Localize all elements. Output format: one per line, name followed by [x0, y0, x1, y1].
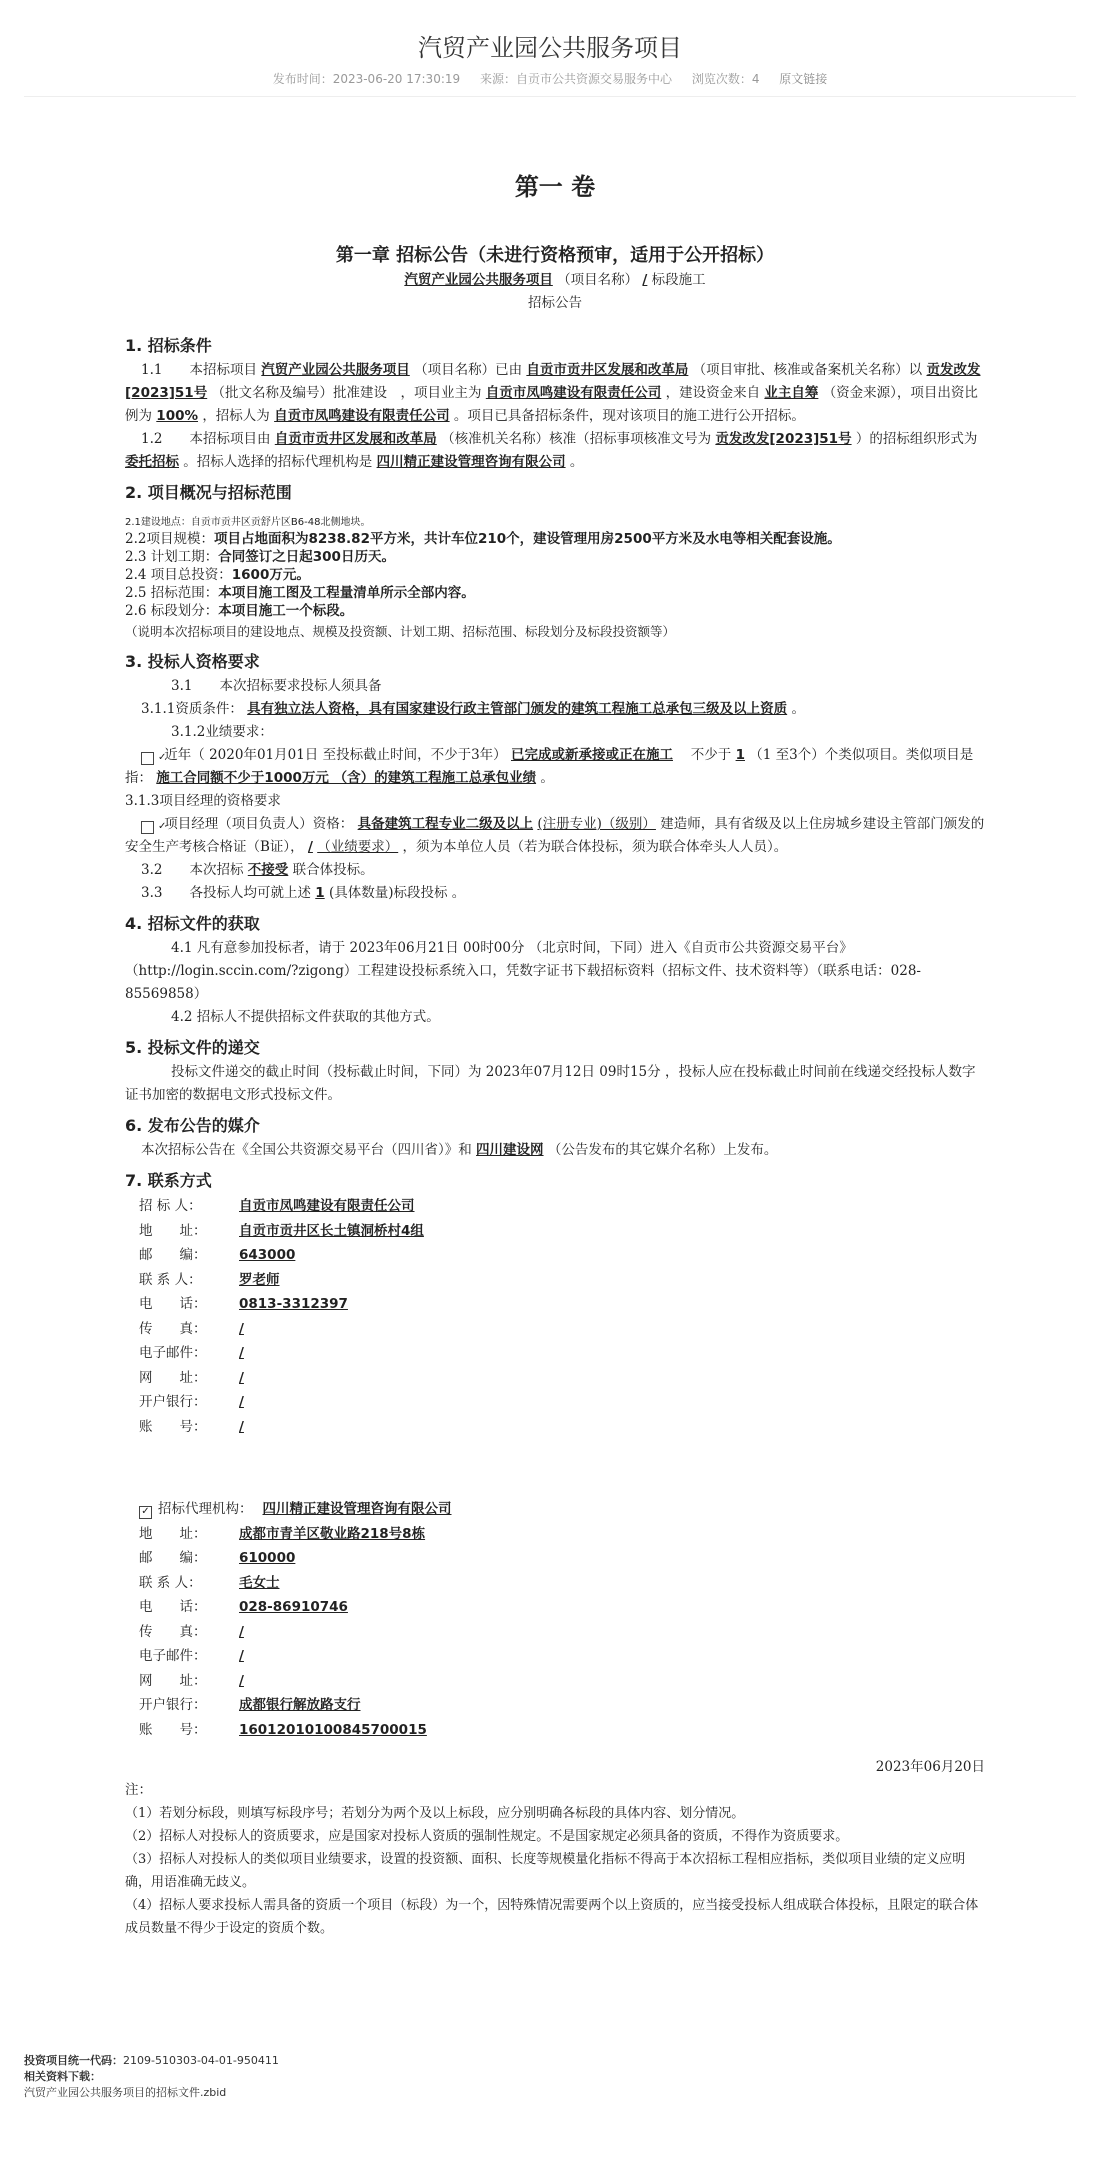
contact-value: / [239, 1345, 244, 1361]
contact-label: 开户银行： [139, 1394, 207, 1410]
section-3-1: 3.1 本次招标要求投标人须具备 [171, 678, 382, 694]
tenderer: 自贡市凤鸣建设有限责任公司 [274, 408, 450, 424]
notes [125, 1802, 985, 1940]
document-body [125, 160, 985, 1940]
section-3-1-2: 3.1.2业绩要求： [171, 724, 273, 740]
section-3-1-1 [125, 698, 985, 721]
text: 。 [540, 770, 554, 786]
text: 。项目已具备招标条件，现对该项目的施工进行公开招标。 [453, 408, 805, 424]
value: 2109-510303-04-01-950411 [123, 2054, 279, 2067]
value: 本项目施工一个标段。 [218, 603, 354, 619]
label: 2.4 项目总投资： [125, 567, 232, 583]
label: 投资项目统一代码： [24, 2054, 123, 2067]
approval-number: 贡发改发[2023]51号 [125, 362, 981, 401]
text: 建造师，具有省级及以上住房城乡建设主管部门颁发的安全生产考核合格证（B证）， [125, 816, 985, 855]
qualification: 具备建筑工程专业二级及以上 [357, 816, 534, 832]
text: 1.2 本招标项目由 [141, 431, 271, 447]
approval-number: 贡发改发[2023]51号 [715, 431, 852, 447]
contact-row [139, 1415, 985, 1440]
publish-time: 发布时间：2023-06-20 17:30:19 [272, 72, 461, 86]
contact-row [139, 1268, 985, 1293]
meta-row [0, 70, 1100, 87]
text: 联合体投标。 [292, 862, 374, 878]
section-2-note: （说明本次招标项目的建设地点、规模及投资额、计划工期、招标范围、标段划分及标段投资额等） [125, 624, 676, 639]
notes-title: 注： [125, 1782, 152, 1798]
text: 1.1 本招标项目 [141, 362, 257, 378]
contact-label: 账 号： [139, 1721, 207, 1738]
contact-label: 开户银行： [139, 1697, 207, 1713]
checkbox-icon: ✓ [139, 1506, 152, 1519]
label: 3.1.1资质条件： [141, 701, 243, 717]
date: 2023年06月20日 [875, 1759, 985, 1775]
contact-row [139, 1390, 985, 1415]
text: 3.3 各投标人均可就上述 [141, 885, 311, 901]
text: （资金来源），项目出资比例为 [125, 385, 978, 424]
text: （批文名称及编号）批准建设 ，项目业主为 [211, 385, 482, 401]
text: (具体数量)标段投标 。 [328, 885, 466, 901]
contact-label: 传 真： [139, 1623, 207, 1640]
project-code [24, 2053, 279, 2069]
similar-project: 施工合同额不少于1000万元 （含）的建筑工程施工总承包业绩 [156, 770, 537, 786]
contact-label: 地 址： [139, 1222, 207, 1239]
contact-label: 网 址： [139, 1672, 207, 1689]
contact-label: 招标代理机构： [158, 1501, 253, 1517]
qualification: 具有独立法人资格，具有国家建设行政主管部门颁发的建筑工程施工总承包三级及以上资质 [247, 701, 788, 717]
contact-row [139, 1693, 985, 1718]
label: 2.5 招标范围： [125, 585, 219, 601]
agent-contact [125, 1497, 985, 1742]
contact-label: 电 话： [139, 1296, 207, 1312]
project-name-label: （项目名称） [557, 272, 639, 288]
contact-value: 成都银行解放路支行 [239, 1697, 361, 1713]
contact-row [139, 1497, 985, 1522]
contact-label: 电子邮件： [139, 1648, 207, 1664]
notice-title: 招标公告 [528, 295, 582, 311]
contact-row [139, 1595, 985, 1620]
text: （项目名称）已由 [414, 362, 523, 378]
contact-label: 网 址： [139, 1369, 207, 1386]
contact-value: / [239, 1369, 244, 1386]
page-title: 汽贸产业园公共服务项目 [418, 34, 682, 62]
text: 。招标人选择的招标代理机构是 [183, 454, 373, 470]
contact-value: 643000 [239, 1247, 296, 1263]
contact-label: 传 真： [139, 1320, 207, 1337]
value: 项目占地面积为8238.82平方米，共计车位210个，建设管理用房2500平方米及水电等相关配套设施。 [213, 531, 841, 547]
related-files [24, 2069, 279, 2085]
view-count: 浏览次数：4 [691, 72, 760, 86]
contact-value: 610000 [239, 1550, 296, 1566]
text: 。 [569, 454, 584, 470]
label: 2.3 计划工期： [125, 549, 219, 565]
section-label: 标段施工 [651, 272, 706, 288]
authority: 自贡市贡井区发展和改革局 [274, 431, 437, 447]
contact-value: 0813-3312397 [239, 1296, 348, 1312]
contact-value: / [239, 1418, 244, 1435]
contact-value: / [239, 1394, 244, 1410]
chapter-title: 第一章 招标公告（未进行资格预审，适用于公开招标） [335, 245, 775, 266]
contact-row [139, 1522, 985, 1547]
section-2-title: 2. 项目概况与招标范围 [125, 483, 292, 502]
investment [125, 566, 985, 584]
text: ，建设资金来自 [665, 385, 761, 401]
contact-row [139, 1219, 985, 1244]
section-3-3 [125, 882, 985, 905]
contact-label: 电 话： [139, 1599, 207, 1615]
text: （项目审批、核准或备案机关名称）以 [692, 362, 923, 378]
contact-value: 四川精正建设管理咨询有限公司 [262, 1501, 452, 1517]
divider [24, 96, 1076, 97]
contact-row [139, 1292, 985, 1317]
section-6-text [125, 1139, 985, 1162]
contact-label: 联 系 人： [139, 1574, 202, 1591]
text: 不少于 [677, 747, 732, 763]
label: 2.2项目规模： [125, 531, 214, 547]
fund-ratio: 100% [156, 408, 199, 424]
project-name: 汽贸产业园公共服务项目 [261, 362, 410, 378]
text: （公告发布的其它媒介名称）上发布。 [547, 1142, 778, 1158]
contact-row [139, 1243, 985, 1268]
text: (注册专业)（级别） [537, 816, 656, 832]
section-3-title: 3. 投标人资格要求 [125, 652, 260, 671]
project-name: 汽贸产业园公共服务项目 [404, 272, 553, 288]
section-4-2: 4.2 招标人不提供招标文件获取的其他方式。 [171, 1009, 440, 1025]
contact-row [139, 1669, 985, 1694]
text: 3.2 本次招标 [141, 862, 244, 878]
tender-form: 委托招标 [125, 454, 179, 470]
checkbox-icon: ✓ [141, 821, 154, 834]
contact-row [139, 1194, 985, 1219]
contact-row [139, 1644, 985, 1669]
section-3-2 [125, 859, 985, 882]
label: 2.6 标段划分： [125, 603, 219, 619]
project-line [125, 269, 985, 292]
text: 本次招标公告在《全国公共资源交易平台（四川省）》和 [141, 1142, 472, 1158]
contact-row [139, 1571, 985, 1596]
contact-value: / [239, 1648, 244, 1664]
value: 本项目施工图及工程量清单所示全部内容。 [218, 585, 475, 601]
section-6-title: 6. 发布公告的媒介 [125, 1116, 260, 1135]
section-slash: / [642, 272, 648, 288]
note-item: （4）招标人要求投标人需具备的资质一个项目（标段）为一个，因特殊情况需要两个以上资质的，应当接受投标人组成联合体投标，且限定的联合体成员数量不得少于设定的资质个数。 [125, 1898, 979, 1936]
status: 已完成或新承接或正在施工 [510, 747, 673, 763]
text: （核准机关名称）核准（招标事项核准文号为 [441, 431, 712, 447]
contact-value: / [239, 1672, 244, 1689]
scale [125, 530, 985, 548]
fund-source: 业主自筹 [764, 385, 819, 401]
section-1-2 [125, 428, 985, 474]
section-5-title: 5. 投标文件的递交 [125, 1038, 260, 1057]
section-3-1-3: 3.1.3项目经理的资格要求 [125, 793, 281, 809]
contact-value: 成都市青羊区敬业路218号8栋 [239, 1525, 426, 1542]
sections [125, 602, 355, 620]
consortium: 不接受 [247, 862, 289, 878]
agent: 四川精正建设管理咨询有限公司 [376, 454, 566, 470]
owner: 自贡市凤鸣建设有限责任公司 [485, 385, 662, 401]
contact-label: 邮 编： [139, 1247, 207, 1263]
section-4-1: 4.1 凡有意参加投标者，请于 2023年06月21日 00时00分 （北京时间，下同）进入《自贡市公共资源交易平台》（http://login.sccin.com/?zigong）工程建设投标系统入口，凭数字证书下载招标资料（招标文件、技术资料等）（联系电话：028-85569858） [125, 940, 921, 1002]
count: 1 [735, 747, 745, 763]
checkbox-icon: ✓ [141, 752, 154, 765]
note-item: （3）招标人对投标人的类似项目业绩要求，设置的投资额、面积、长度等规模量化指标不得高于本次招标工程相应指标，类似项目业绩的定义应明确，用语准确无歧义。 [125, 1852, 966, 1890]
value: 合同签订之日起300日历天。 [218, 549, 395, 565]
manager-requirement [125, 813, 985, 859]
contact-label: 邮 编： [139, 1550, 207, 1566]
value: 1600万元。 [231, 567, 310, 583]
contact-value: 罗老师 [239, 1271, 280, 1288]
original-link[interactable]: 原文链接 [779, 72, 828, 86]
contact-label: 地 址： [139, 1525, 207, 1542]
period [125, 548, 985, 566]
source: 来源：自贡市公共资源交易服务中心 [479, 72, 672, 86]
section-1-title: 1. 招标条件 [125, 336, 212, 355]
media: 四川建设网 [476, 1142, 544, 1158]
contact-value: 16012010100845700015 [239, 1721, 427, 1738]
contact-row [139, 1341, 985, 1366]
text: 。 [791, 701, 805, 717]
contact-value: / [239, 1320, 244, 1337]
section-7-title: 7. 联系方式 [125, 1171, 212, 1190]
note-item: （2）招标人对投标人的资质要求，应是国家对投标人资质的强制性规定。不是国家规定必须具备的资质，不得作为资质要求。 [125, 1829, 849, 1844]
contact-label: 招 标 人： [139, 1198, 202, 1214]
text: 近年（ 2020年01月01日 至投标截止时间，不少于3年） [164, 747, 507, 763]
text: ）的招标组织形式为 [855, 431, 978, 447]
contact-label: 联 系 人： [139, 1271, 202, 1288]
contact-row [139, 1317, 985, 1342]
tenderer-contact [125, 1194, 985, 1439]
approver: 自贡市贡井区发展和改革局 [526, 362, 689, 378]
section-4-title: 4. 招标文件的获取 [125, 914, 260, 933]
footer [24, 2053, 279, 2101]
location: 2.1建设地点：自贡市贡井区贡舒片区B6-48北侧地块。 [125, 517, 371, 528]
slash: / [307, 839, 313, 855]
contact-value: 毛女士 [239, 1574, 280, 1591]
contact-row [139, 1546, 985, 1571]
contact-row [139, 1366, 985, 1391]
file-link[interactable]: 汽贸产业园公共服务项目的招标文件.zbid [24, 2086, 227, 2099]
text: （业绩要求） [317, 839, 399, 855]
contact-value: 028-86910746 [239, 1599, 348, 1615]
text: （1 至3个）个类似项目。类似项目是指： [125, 747, 974, 786]
text: ，招标人为 [202, 408, 270, 424]
section-5-text: 投标文件递交的截止时间（投标截止时间，下同）为 2023年07月12日 09时15分 ，投标人应在投标截止时间前在线递交经投标人数字证书加密的数据电文形式投标文件。 [125, 1064, 976, 1103]
label: 相关资料下载： [24, 2070, 101, 2083]
performance-requirement [125, 744, 985, 790]
contact-label: 电子邮件： [139, 1345, 207, 1361]
scope [125, 584, 985, 602]
contact-row [139, 1620, 985, 1645]
text: 项目经理（项目负责人）资格： [164, 816, 354, 832]
contact-label: 账 号： [139, 1418, 207, 1435]
volume-title: 第一 卷 [514, 173, 596, 201]
contact-row [139, 1718, 985, 1743]
text: ，须为本单位人员（若为联合体投标，须为联合体牵头人人员）。 [402, 839, 788, 855]
contact-value: 自贡市贡井区长土镇洞桥村4组 [239, 1222, 424, 1239]
note-item: （1）若划分标段，则填写标段序号；若划分为两个及以上标段，应分别明确各标段的具体内容、划分情况。 [125, 1806, 745, 1821]
section-count: 1 [315, 885, 325, 901]
contact-value: 自贡市凤鸣建设有限责任公司 [239, 1198, 415, 1214]
section-1-1 [125, 359, 985, 428]
contact-value: / [239, 1623, 244, 1640]
